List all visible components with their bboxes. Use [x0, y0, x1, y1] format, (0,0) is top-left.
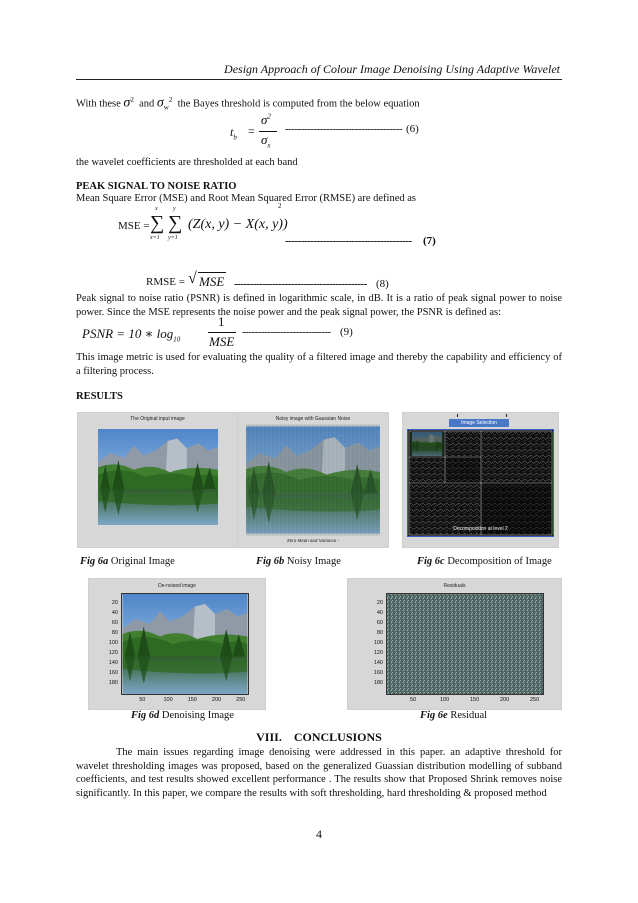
eq8-dashes: ------------------------------------------: [234, 278, 367, 290]
fig6d-y-tick: 40: [111, 610, 118, 616]
eq6-num-exp: 2: [267, 112, 271, 121]
fig6d-y-tick: 180: [108, 680, 118, 686]
eq8-radicand: MSE: [199, 274, 225, 289]
eq6-lhs-sub: b: [233, 133, 237, 142]
eq8-number: (8): [376, 278, 389, 290]
results-heading: RESULTS: [76, 391, 123, 402]
eq9-log-subscript: 10: [173, 335, 181, 344]
fig6d-y-tick: 80: [111, 630, 118, 636]
fig6e-x-tick: 100: [440, 697, 450, 703]
fig6e-y-tick: 60: [376, 620, 383, 626]
fig6a-caption: [80, 556, 175, 567]
figure-6c: [402, 412, 559, 548]
eq6-den-sub: x: [267, 141, 271, 150]
eq7-sum1-symbol: ∑: [150, 212, 165, 234]
eq9-denominator: MSE: [209, 334, 235, 349]
fig6d-x-tick: 250: [236, 697, 246, 703]
psnr-paragraph: Peak signal to noise ratio (PSNR) is defined in logarithmic scale, in dB. It is a ratio of peak signal power to noise power. Since the MSE represents the noise power and the peak signal power, the PSNR is defined as:: [76, 293, 562, 318]
fig6e-y-tick: 100: [373, 640, 383, 646]
fig6d-y-tick: 20: [111, 600, 118, 606]
fig6d-caption-text: Denoising Image: [161, 710, 234, 721]
fig6d-y-tick: 100: [108, 640, 118, 646]
eq9-number: (9): [340, 326, 353, 338]
eq7-dashes: ----------------------------------------: [285, 235, 412, 247]
bayes-intro: [76, 94, 562, 115]
page-number: 4: [316, 827, 322, 841]
eq7-exponent: 2: [278, 202, 282, 210]
equation-8: [146, 270, 566, 290]
figure-6e: [347, 578, 562, 710]
fig6d-y-tick: 120: [108, 650, 118, 656]
eq9-fraction-bar: [208, 332, 236, 333]
fig6c-caption-text: Decomposition of Image: [447, 556, 552, 567]
fig6a-caption-text: Original Image: [110, 556, 175, 567]
and-text: and: [139, 98, 155, 110]
fig6b-title: Noisy image with Gaussian Noise: [275, 416, 351, 422]
fig6e-x-tick: 200: [500, 697, 510, 703]
psnr-heading: PEAK SIGNAL TO NOISE RATIO: [76, 181, 237, 192]
eq7-sum2-symbol: ∑: [168, 212, 183, 234]
fig6d-title: De-noised image: [158, 583, 196, 589]
fig6a-caption-label: Fig 6a: [80, 556, 109, 567]
fig6e-caption-text: Residual: [450, 710, 488, 721]
fig6d-x-tick: 50: [139, 697, 146, 703]
fig6e-y-tick: 180: [373, 680, 383, 686]
eq6-numerator: σ: [261, 112, 268, 127]
figure-6b: [237, 412, 389, 548]
fig6b-bottom-label: Zero Mean and Variance -: [287, 538, 339, 543]
sigma-w-exponent: 2: [168, 96, 173, 104]
figure-6a: [77, 412, 238, 548]
header-rule: [76, 79, 562, 80]
fig6e-y-tick: 80: [376, 630, 383, 636]
fig6a-image: [98, 424, 218, 530]
fig6e-y-tick: 40: [376, 610, 383, 616]
eq7-sum2-top: y: [173, 206, 176, 212]
image-selection-button[interactable]: Image Selection: [449, 419, 509, 427]
eq6-dashes: -------------------------------------: [285, 123, 403, 135]
eq7-sum2-bottom: y=1: [168, 235, 178, 241]
eq7-sum1-top: x: [155, 206, 158, 212]
conclusions-heading-text: VIII. CONCLUSIONS: [256, 730, 382, 744]
eq9-numerator: 1: [218, 314, 225, 329]
eq9-dashes: ----------------------------: [242, 326, 331, 338]
running-header: Design Approach of Colour Image Denoising Using Adaptive Wavelet: [224, 62, 560, 76]
fig6d-image: [121, 593, 249, 695]
eq6-lhs: t: [230, 125, 234, 139]
eq8-sqrt-symbol: √: [188, 270, 197, 287]
fig6d-y-tick: 160: [108, 670, 118, 676]
metric-paragraph: This image metric is used for evaluating the quality of a filtered image and thereby the capability and efficiency of a filtering process.: [76, 352, 562, 377]
fig6b-caption: [256, 556, 341, 567]
fig6d-x-tick: 100: [163, 697, 173, 703]
sigma-w-subscript: w: [163, 103, 169, 112]
fig6e-y-tick: 20: [376, 600, 383, 606]
fig6d-y-tick: 60: [111, 620, 118, 626]
sigma-symbol: σ: [123, 95, 131, 111]
fig6c-decomposition-image: [408, 430, 553, 536]
eq6-equals: =: [248, 124, 255, 138]
fig6c-decomposition-panel: [407, 429, 554, 537]
fig6e-caption: [420, 710, 487, 721]
sigma-w-symbol: σ: [156, 95, 164, 111]
fig6c-caption-label: Fig 6c: [417, 556, 445, 567]
fig6c-caption: [417, 556, 552, 567]
fig6c-bottom-label: Decomposition at level 2: [453, 526, 508, 532]
fig6e-x-tick: 250: [530, 697, 540, 703]
fig6e-title: Residuals: [443, 583, 466, 589]
fig6d-x-tick: 200: [211, 697, 222, 703]
fig6e-x-tick: 50: [410, 697, 417, 703]
equation-9: [82, 316, 502, 352]
eq7-lhs: MSE =: [118, 220, 150, 232]
eq8-sqrt-bar: [198, 272, 226, 273]
after-bayes-text: the wavelet coefficients are thresholded at each band: [76, 157, 298, 168]
fig6d-caption: [131, 710, 234, 721]
fig6b-image: [246, 424, 380, 536]
eq6-number: (6): [406, 123, 419, 135]
conclusions-heading: [0, 730, 638, 745]
fig6e-y-tick: 120: [373, 650, 383, 656]
bayes-suffix: the Bayes threshold is computed from the below equation: [177, 98, 420, 110]
eq6-denominator: σ: [261, 132, 268, 147]
mse-intro: Mean Square Error (MSE) and Root Mean Squared Error (RMSE) are defined as: [76, 193, 416, 204]
sigma-exponent: 2: [130, 96, 134, 104]
eq7-number: (7): [423, 235, 436, 247]
equation-6: [230, 114, 560, 150]
fig6e-y-tick: 160: [373, 670, 383, 676]
figure-6d: [88, 578, 266, 710]
fig6d-y-tick: 140: [108, 660, 118, 666]
fig6c-marker: [457, 414, 507, 417]
fig6e-x-tick: 150: [470, 697, 480, 703]
conclusions-paragraph: The main issues regarding image denoising were addressed in this paper. an adaptive threshold for wavelet thresholding images was proposed, based on the generalized Guassian distribution modelling of subband coefficients, and test results showed excellent performance . The results show that Proposed Shrink removes noise significantly. In this paper, we compare the results with soft thresholding, hard thresholding & proposed method: [76, 747, 562, 799]
fig6d-x-tick: 150: [187, 697, 197, 703]
fig6b-caption-label: Fig 6b: [256, 556, 285, 567]
eq8-lhs: RMSE =: [146, 276, 185, 288]
fig6a-title: The Original input image: [130, 416, 185, 422]
eq7-sum1-bottom: x=1: [150, 235, 160, 241]
fig6e-image: [386, 593, 544, 695]
equation-7: [118, 204, 563, 248]
fig6b-caption-text: Noisy Image: [286, 556, 341, 567]
eq7-body: (Z(x, y) − X(x, y)): [188, 217, 288, 232]
eq9-lhs: PSNR = 10 ∗ log: [82, 326, 174, 341]
fig6d-caption-label: Fig 6d: [131, 710, 160, 721]
bayes-prefix: With these: [76, 98, 121, 110]
fig6e-y-tick: 140: [373, 660, 383, 666]
fig6e-caption-label: Fig 6e: [420, 710, 448, 721]
